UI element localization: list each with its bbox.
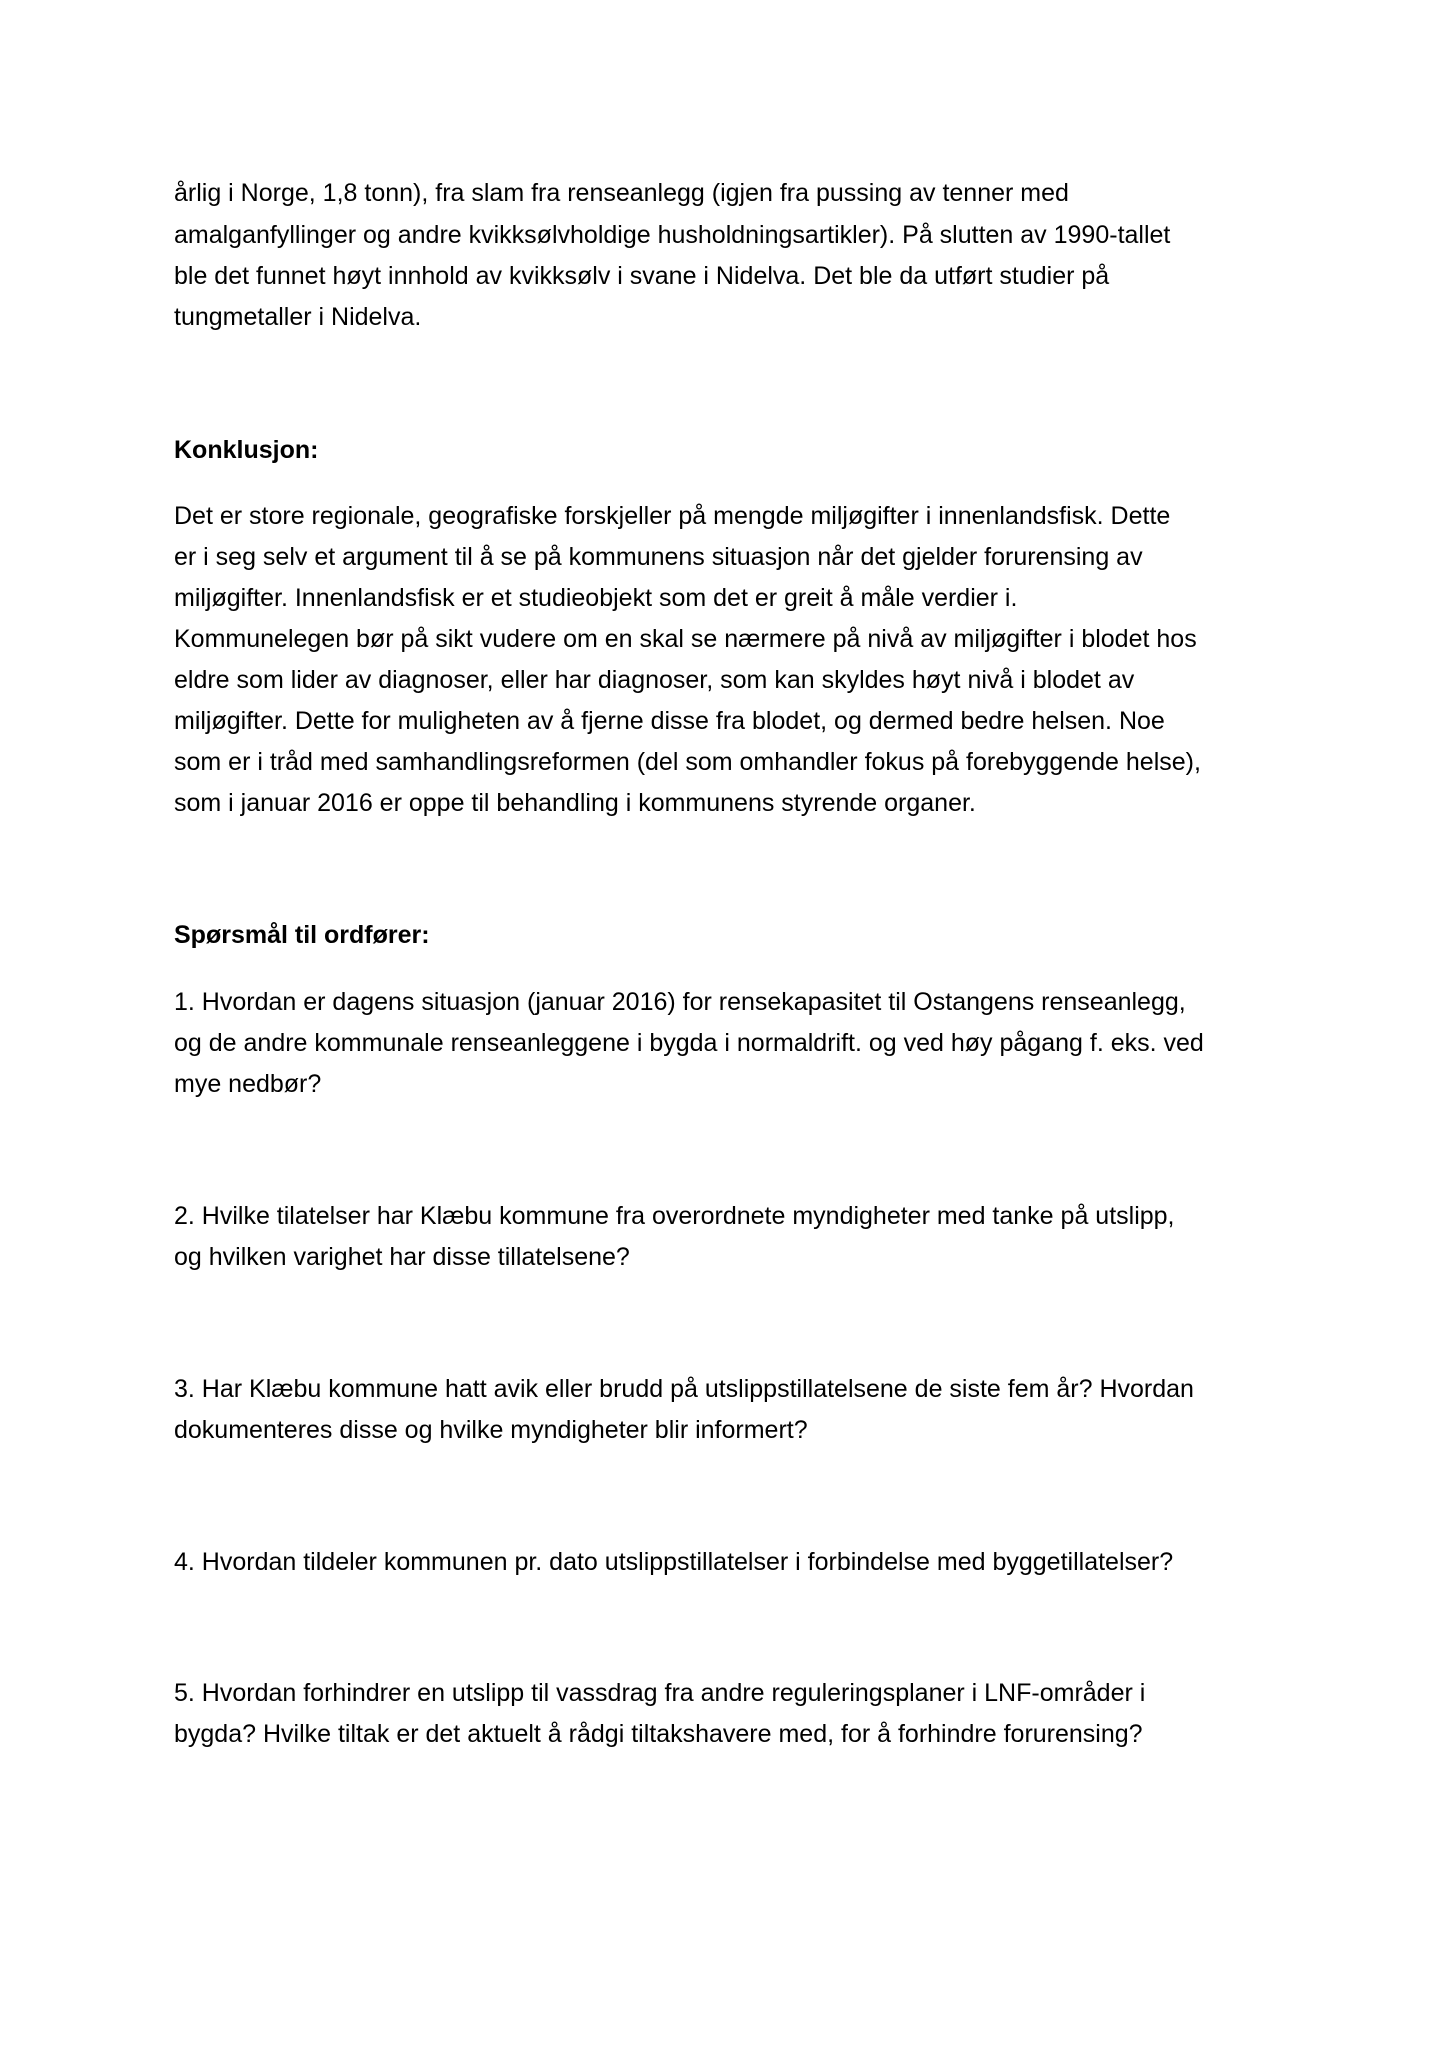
intro-line: tungmetaller i Nidelva. bbox=[174, 303, 422, 331]
question-line: 3. Har Klæbu kommune hatt avik eller brudd på utslippstillatelsene de siste fem år? Hvordan bbox=[174, 1375, 1194, 1403]
conclusion-heading: Konklusjon: bbox=[174, 436, 319, 464]
conclusion-line: som er i tråd med samhandlingsreformen (del som omhandler fokus på forebyggende helse), bbox=[174, 748, 1201, 776]
intro-line: årlig i Norge, 1,8 tonn), fra slam fra renseanlegg (igjen fra pussing av tenner med bbox=[174, 179, 1069, 207]
question-line: dokumenteres disse og hvilke myndigheter blir informert? bbox=[174, 1416, 808, 1444]
conclusion-line: er i seg selv et argument til å se på kommunens situasjon når det gjelder forurensing av bbox=[174, 543, 1143, 571]
question-line: bygda? Hvilke tiltak er det aktuelt å rådgi tiltakshavere med, for å forhindre forurensing? bbox=[174, 1720, 1143, 1748]
intro-line: ble det funnet høyt innhold av kvikksølv i svane i Nidelva. Det ble da utført studier på bbox=[174, 262, 1110, 290]
question-line: mye nedbør? bbox=[174, 1070, 322, 1098]
question-line: 4. Hvordan tildeler kommunen pr. dato utslippstillatelser i forbindelse med byggetillatelser? bbox=[174, 1548, 1174, 1576]
conclusion-line: miljøgifter. Innenlandsfisk er et studieobjekt som det er greit å måle verdier i. bbox=[174, 584, 1018, 612]
question-line: 2. Hvilke tilatelser har Klæbu kommune fra overordnete myndigheter med tanke på utslipp, bbox=[174, 1202, 1175, 1230]
conclusion-line: Kommunelegen bør på sikt vudere om en skal se nærmere på nivå av miljøgifter i blodet hos bbox=[174, 625, 1197, 653]
conclusion-line: som i januar 2016 er oppe til behandling i kommunens styrende organer. bbox=[174, 789, 976, 817]
conclusion-line: eldre som lider av diagnoser, eller har diagnoser, som kan skyldes høyt nivå i blodet av bbox=[174, 666, 1135, 694]
question-line: 5. Hvordan forhindrer en utslipp til vassdrag fra andre reguleringsplaner i LNF-områder i bbox=[174, 1679, 1146, 1707]
question-line: og de andre kommunale renseanleggene i bygda i normaldrift. og ved høy pågang f. eks. ved bbox=[174, 1029, 1204, 1057]
conclusion-line: miljøgifter. Dette for muligheten av å fjerne disse fra blodet, og dermed bedre helsen. Noe bbox=[174, 707, 1165, 735]
intro-line: amalganfyllinger og andre kvikksølvholdige husholdningsartikler). På slutten av 1990-tallet bbox=[174, 221, 1171, 249]
conclusion-line: Det er store regionale, geografiske forskjeller på mengde miljøgifter i innenlandsfisk. Dette bbox=[174, 502, 1171, 530]
question-line: 1. Hvordan er dagens situasjon (januar 2016) for rensekapasitet til Ostangens renseanlegg, bbox=[174, 988, 1186, 1016]
question-line: og hvilken varighet har disse tillatelsene? bbox=[174, 1243, 630, 1271]
questions-heading: Spørsmål til ordfører: bbox=[174, 921, 430, 949]
